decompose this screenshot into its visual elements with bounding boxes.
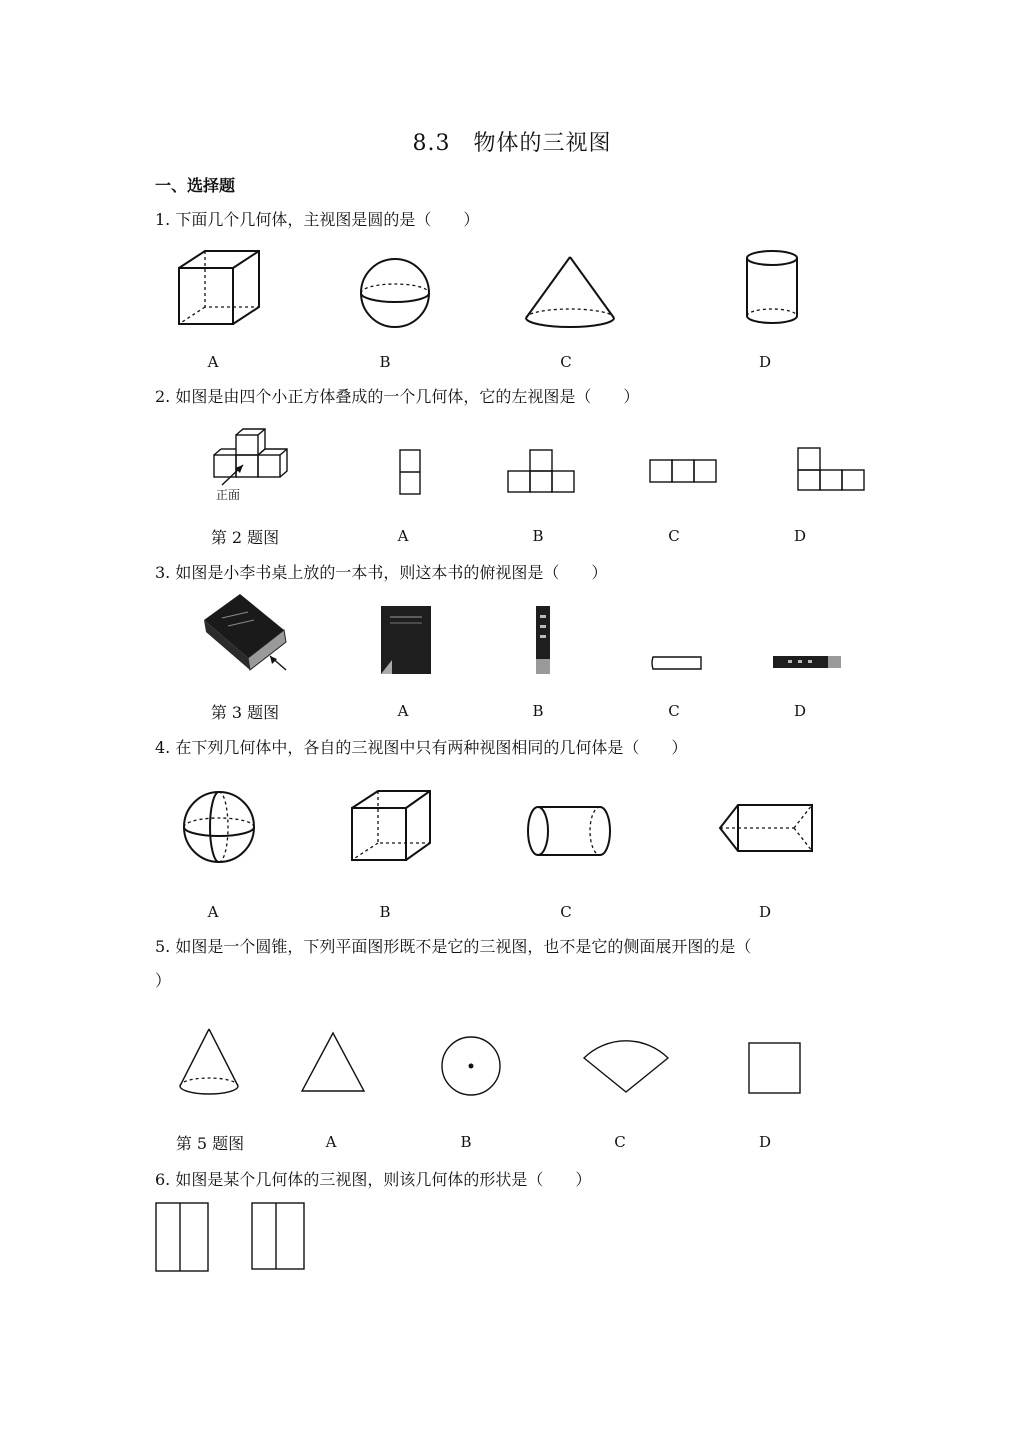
q3-option-b-label: B	[532, 702, 544, 720]
q3-option-a-figure	[380, 605, 432, 675]
q1-cube-figure	[175, 248, 265, 328]
q5-option-d-label: D	[758, 1133, 772, 1151]
q3-option-c-figure	[651, 654, 705, 672]
q5-option-a-label: A	[325, 1133, 337, 1151]
q1-sphere-figure	[358, 256, 432, 330]
q5-figure-caption: 第 5 题图	[175, 1134, 245, 1153]
q4-option-c-label: C	[560, 903, 572, 921]
q4-cube-figure	[348, 788, 434, 864]
q1-option-d-label: D	[758, 353, 772, 371]
q4-option-a-label: A	[207, 903, 219, 921]
q5-option-c-label: C	[614, 1133, 626, 1151]
q5-cone-figure	[176, 1026, 242, 1098]
q2-option-d-figure	[796, 446, 866, 492]
q2-stacked-cubes-figure	[210, 425, 296, 483]
q5-option-a-triangle	[298, 1030, 368, 1094]
q1-cone-figure	[522, 254, 618, 330]
q2-option-d-label: D	[793, 527, 807, 545]
q2-option-c-label: C	[668, 527, 680, 545]
q5-option-d-square	[746, 1040, 804, 1096]
q2-option-b-label: B	[532, 527, 544, 545]
question-6-text: 6. 如图是某个几何体的三视图，则该几何体的形状是（ ）	[155, 1170, 592, 1189]
q1-option-c-label: C	[560, 353, 572, 371]
question-5-text-line-1: 5. 如图是一个圆锥，下列平面图形既不是它的三视图，也不是它的侧面展开图的是（	[155, 937, 752, 956]
q2-front-label: 正面	[216, 488, 241, 502]
question-4-text: 4. 在下列几何体中，各自的三视图中只有两种视图相同的几何体是（ ）	[155, 738, 688, 757]
q1-option-b-label: B	[379, 353, 391, 371]
q4-sphere-figure	[181, 790, 257, 864]
question-2-text: 2. 如图是由四个小正方体叠成的一个几何体，它的左视图是（ ）	[155, 387, 640, 406]
q1-option-a-label: A	[207, 353, 219, 371]
q2-option-b-figure	[506, 448, 576, 494]
q6-view-1-figure	[153, 1200, 211, 1274]
q5-option-b-label: B	[460, 1133, 472, 1151]
q2-option-c-figure	[648, 458, 718, 484]
q5-option-b-circle	[439, 1034, 503, 1098]
section-heading: 一、选择题	[155, 176, 236, 195]
q3-option-a-label: A	[397, 702, 409, 720]
q3-book-figure	[200, 590, 292, 680]
q4-cylinder-figure	[524, 803, 614, 859]
q3-option-c-label: C	[668, 702, 680, 720]
q2-figure-caption: 第 2 题图	[210, 528, 280, 547]
q5-option-c-sector	[580, 1030, 672, 1096]
question-5-text-line-2: ）	[155, 971, 172, 990]
q3-figure-caption: 第 3 题图	[210, 703, 280, 722]
page-title: 8.3 物体的三视图	[412, 131, 612, 156]
q3-option-d-figure	[772, 655, 842, 669]
q2-option-a-figure	[398, 448, 424, 496]
question-3-text: 3. 如图是小李书桌上放的一本书，则这本书的俯视图是（ ）	[155, 563, 608, 582]
q3-option-d-label: D	[793, 702, 807, 720]
q4-option-b-label: B	[379, 903, 391, 921]
q1-cylinder-figure	[743, 248, 801, 328]
q2-option-a-label: A	[397, 527, 409, 545]
question-1-text: 1. 下面几个几何体，主视图是圆的是（ ）	[155, 210, 480, 229]
q4-option-d-label: D	[758, 903, 772, 921]
q3-option-b-figure	[535, 605, 551, 675]
q4-prism-figure	[716, 801, 816, 855]
q6-view-2-figure	[249, 1200, 307, 1272]
